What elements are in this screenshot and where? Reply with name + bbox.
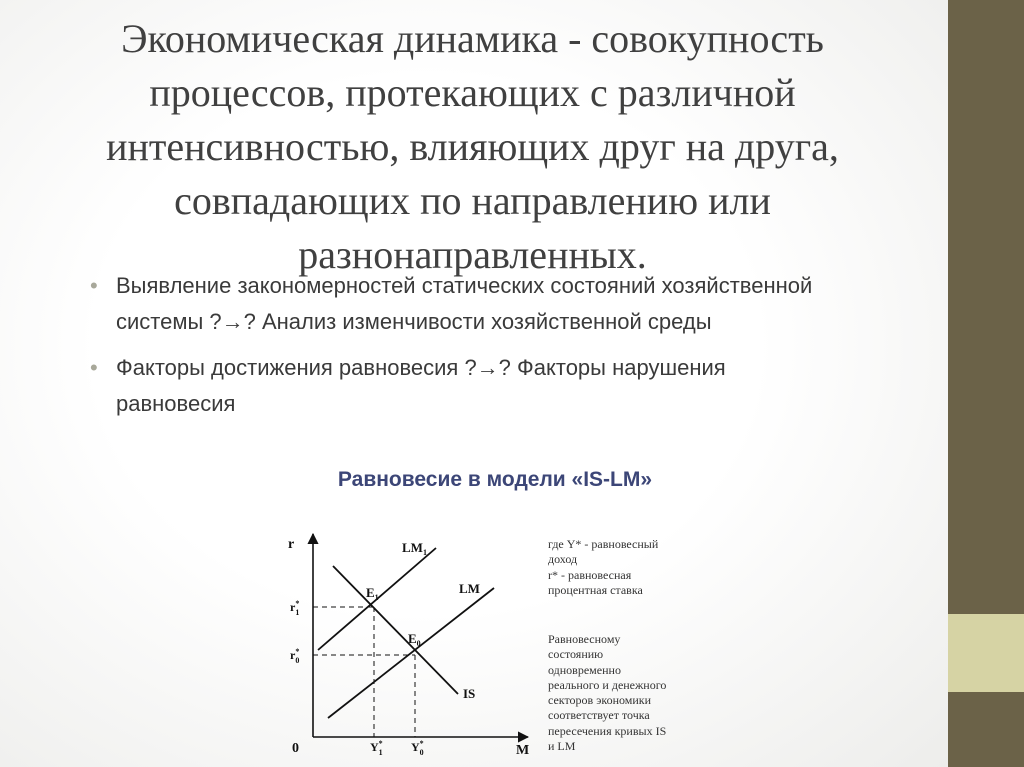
- sidebar-bottom: [948, 692, 1024, 767]
- x-axis-label: M: [516, 743, 530, 758]
- note-line: секторов экономики: [548, 693, 652, 708]
- note-line: Равновесному: [548, 632, 621, 646]
- bullet-icon: •: [90, 355, 98, 380]
- equilibrium-note: [548, 632, 666, 754]
- is-label: IS: [463, 686, 476, 701]
- sidebar-accent: [948, 614, 1024, 692]
- diagram-title: Равновесие в модели «IS-LM»: [337, 468, 653, 491]
- note-line: одновременно: [548, 662, 621, 677]
- r1-tick-label: r* 1: [290, 599, 300, 617]
- bullet-icon: •: [90, 273, 98, 298]
- y1-tick-label: Y* 1: [370, 739, 383, 757]
- y-axis-label: r: [288, 537, 295, 552]
- slide-title: Экономическая динамика - совокупность процессов, протекающих с различной интенсивностью, влияющих друг на друга, совпадающих по направлению или разнонаправленных.: [106, 16, 839, 277]
- note-line: соответствует точка: [548, 708, 650, 723]
- note-line: состоянию: [548, 647, 604, 662]
- e0-label: $E_0$: [408, 631, 421, 648]
- note-line: r* - равновесная: [548, 567, 632, 582]
- sidebar-top: [948, 0, 1024, 614]
- origin-label: 0: [292, 741, 299, 756]
- r0-tick-label: r* 0: [290, 647, 300, 665]
- lm1-label: $LM_1$: [402, 540, 427, 557]
- note-line: реального и денежного: [548, 677, 667, 692]
- note-line: где Y* - равновесный: [548, 537, 659, 551]
- e1-label: $E_1$: [366, 585, 379, 602]
- note-line: процентная ставка: [548, 582, 643, 597]
- y0-tick-label: Y* 0: [411, 739, 424, 757]
- note-line: доход: [548, 552, 578, 567]
- bullet-text: Факторы достижения равновесия ?→? Факторы нарушения равновесия: [116, 355, 726, 416]
- note-line: пересечения кривых IS: [548, 723, 667, 738]
- note-line: и LM: [548, 739, 576, 754]
- definitions-note: [548, 537, 658, 598]
- bullet-text: Выявление закономерностей статических состояний хозяйственной системы ?→? Анализ изменчивости хозяйственной среды: [116, 273, 813, 334]
- lm-label: LM: [459, 581, 480, 596]
